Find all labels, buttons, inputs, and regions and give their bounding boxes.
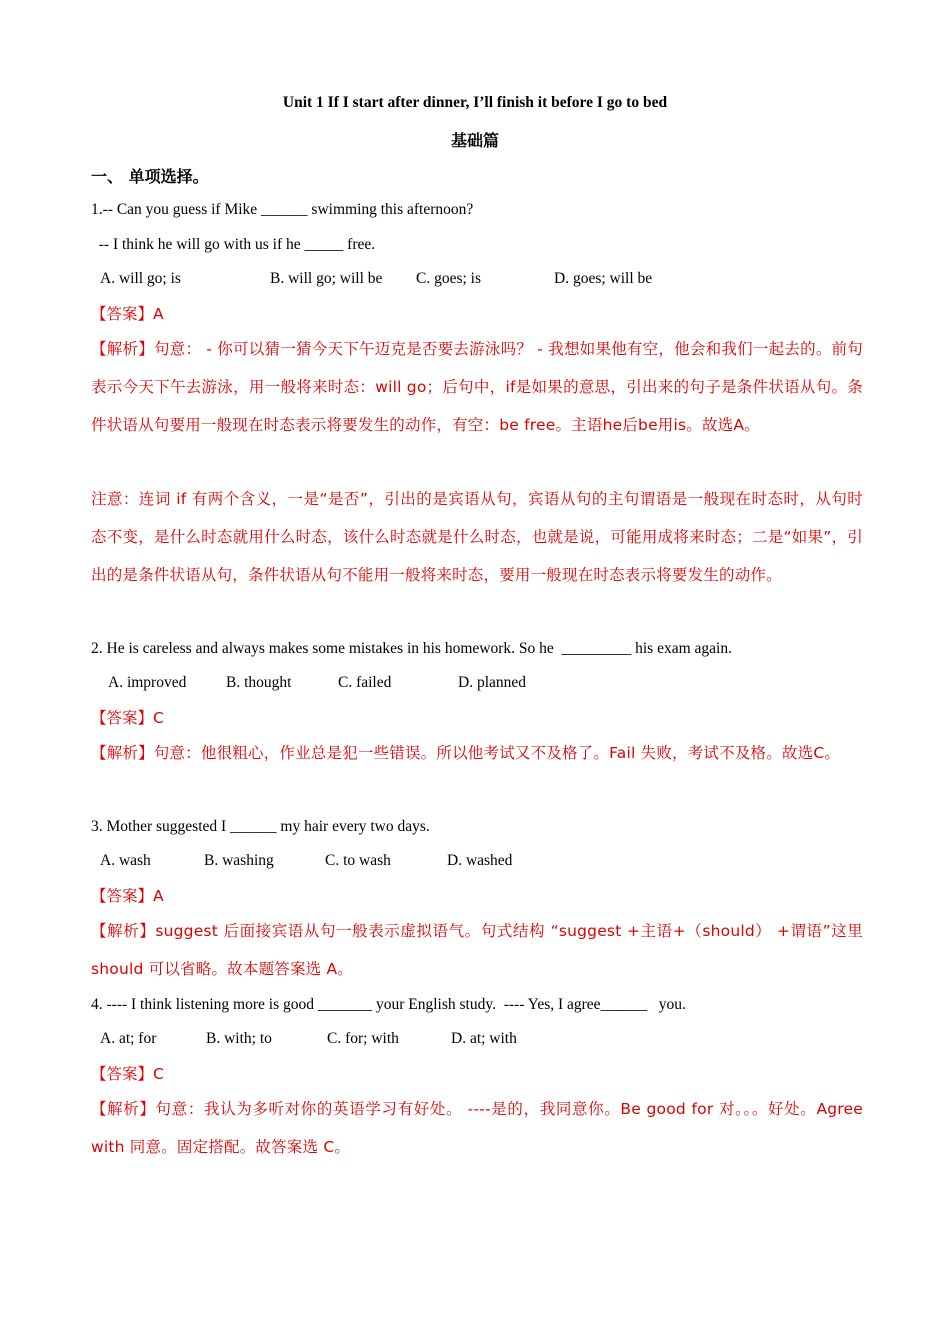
page-subtitle: 基础篇 bbox=[450, 131, 499, 150]
question-1-option-d: D. goes; will be bbox=[554, 270, 653, 287]
question-4-stem: 4. ---- I think listening more is good _______ your English study. ---- Yes, I agree______ you. bbox=[91, 996, 686, 1013]
question-3-option-a: A. wash bbox=[100, 852, 151, 869]
question-4-option-d: D. at; with bbox=[451, 1030, 517, 1047]
question-1-stem-2: -- I think he will go with us if he _____ free. bbox=[91, 236, 376, 253]
question-2-stem: 2. He is careless and always makes some mistakes in his homework. So he _________ his exam again. bbox=[91, 640, 732, 657]
question-4-option-b: B. with; to bbox=[206, 1030, 272, 1047]
page-title: Unit 1 If I start after dinner, I’ll finish it before I go to bed bbox=[282, 94, 668, 111]
question-2-option-b: B. thought bbox=[226, 674, 292, 691]
question-3-stem: 3. Mother suggested I ______ my hair every two days. bbox=[91, 818, 430, 835]
question-2-answer: 【答案】C bbox=[91, 709, 164, 727]
question-1-option-a: A. will go; is bbox=[100, 270, 181, 287]
question-4-analysis: 【解析】句意：我认为多听对你的英语学习有好处。 ----是的，我同意你。Be good for 对。。。好处。Agree with 同意。固定搭配。故答案选 C。 bbox=[91, 1100, 863, 1156]
question-1-stem: 1.-- Can you guess if Mike ______ swimming this afternoon? bbox=[91, 201, 474, 218]
question-3-option-b: B. washing bbox=[204, 852, 274, 869]
question-1-answer: 【答案】A bbox=[91, 305, 164, 323]
question-1-analysis: 【解析】句意： - 你可以猜一猜今天下午迈克是否要去游泳吗？ - 我想如果他有空，他会和我们一起去的。前句表示今天下午去游泳，用一般将来时态：will go；后句中，if是如果的意思，引出来的句子是条件状语从句。条件状语从句要用一般现在时态表示将要发生的动作，有空：be free。主语he后be用is。故选A。 bbox=[91, 340, 863, 434]
question-4-answer: 【答案】C bbox=[91, 1065, 164, 1083]
question-4-option-c: C. for; with bbox=[327, 1030, 399, 1047]
question-2-option-a: A. improved bbox=[108, 674, 187, 691]
question-3-option-c: C. to wash bbox=[325, 852, 391, 869]
question-1-option-c: C. goes; is bbox=[416, 270, 482, 287]
section-heading: 一、 单项选择。 bbox=[91, 167, 209, 186]
question-2-option-c: C. failed bbox=[338, 674, 392, 691]
question-2-analysis: 【解析】句意：他很粗心，作业总是犯一些错误。所以他考试又不及格了。Fail 失败，考试不及格。故选C。 bbox=[91, 744, 841, 762]
question-4-option-a: A. at; for bbox=[100, 1030, 157, 1047]
question-1-option-b: B. will go; will be bbox=[270, 270, 383, 287]
question-3-analysis: 【解析】suggest 后面接宾语从句一般表示虚拟语气。句式结构 “suggest +主语+（should） +谓语”这里should 可以省略。故本题答案选 A。 bbox=[91, 922, 863, 978]
question-3-option-d: D. washed bbox=[447, 852, 513, 869]
question-2-option-d: D. planned bbox=[458, 674, 527, 691]
question-1-note: 注意：连词 if 有两个含义，一是“是否”，引出的是宾语从句，宾语从句的主句谓语是一般现在时态时，从句时态不变，是什么时态就用什么时态，该什么时态就是什么时态，也就是说，可能用成将来时态；二是“如果”，引出的是条件状语从句，条件状语从句不能用一般将来时态，要用一般现在时态表示将要发生的动作。 bbox=[91, 490, 863, 584]
question-3-answer: 【答案】A bbox=[91, 887, 164, 905]
